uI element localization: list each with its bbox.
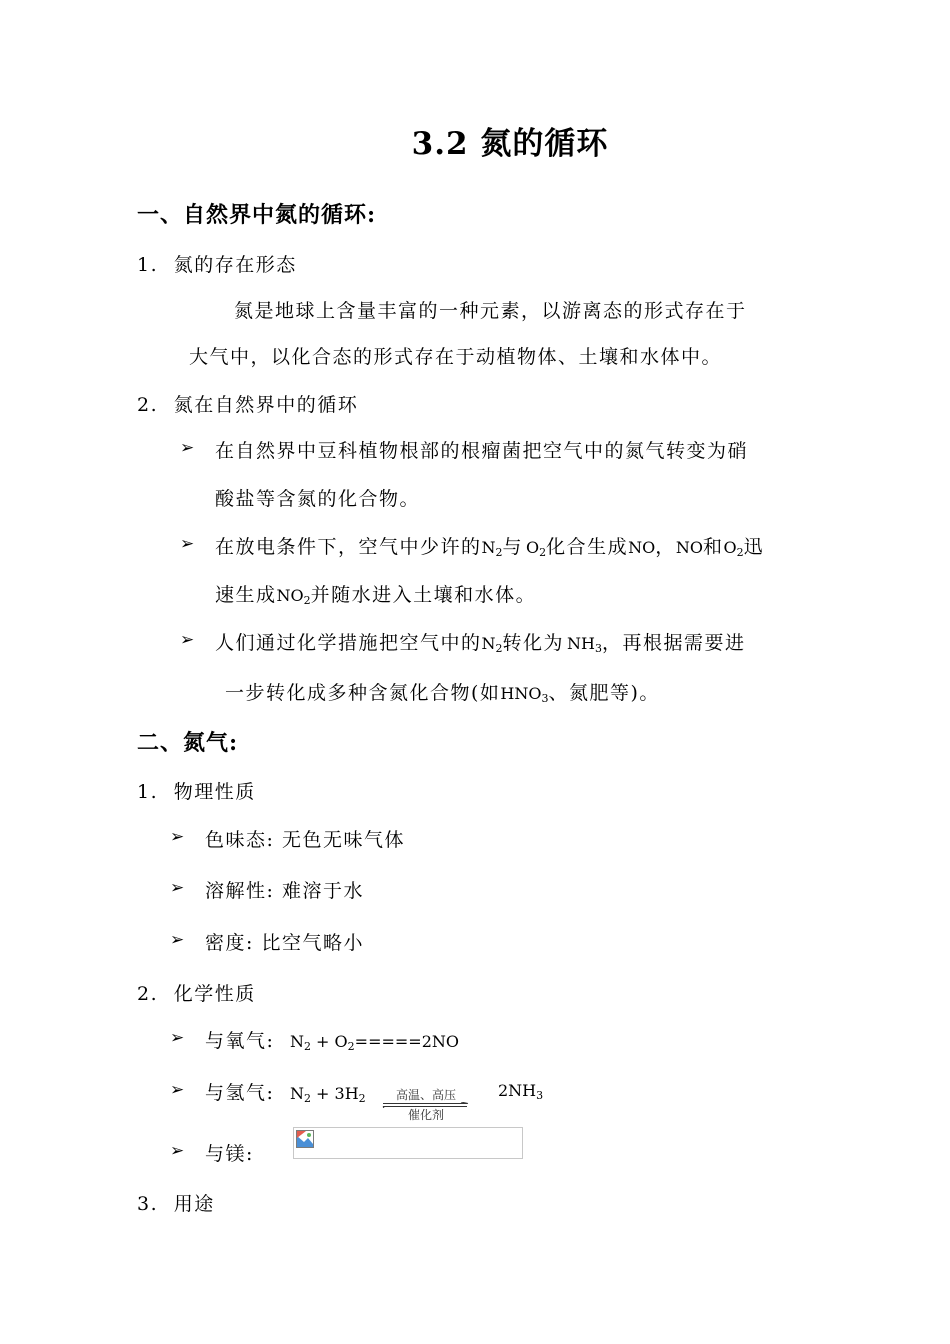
bullet-arrow-icon: ➢ <box>170 1028 185 1048</box>
reaction-label: 与氢气: <box>205 1082 275 1104</box>
item-1-2 <box>137 390 358 417</box>
reaction-reactants: $N_2 + 3H_2$ <box>289 1084 366 1105</box>
item-number: 3. <box>137 1193 159 1215</box>
bullet-arrow-icon: ➢ <box>180 438 195 458</box>
bullet-text: 密度: 比空气略小 <box>205 932 364 954</box>
text-run: 、氮肥等)。 <box>548 682 660 704</box>
formula-o2: $O_2$ <box>526 538 547 559</box>
bullet-text <box>215 628 746 655</box>
item-title: 物理性质 <box>173 781 256 803</box>
reaction-condition-arrow <box>381 1086 471 1120</box>
reaction-oxygen <box>205 1026 459 1053</box>
bullet-arrow-icon: ➢ <box>170 1141 185 1161</box>
paragraph-line: 大气中，以化合态的形式存在于动植物体、土壤和水体中。 <box>189 346 723 368</box>
bullet-arrow-icon: ➢ <box>170 878 185 898</box>
text-run: 迅 <box>743 536 765 558</box>
bullet-text: 在自然界中豆科植物根部的根瘤菌把空气中的氮气转变为硝 <box>215 440 749 462</box>
item-2-1 <box>137 777 256 804</box>
bullet-text: 酸盐等含氮的化合物。 <box>215 488 421 510</box>
section-heading-2: 二、氮气: <box>137 730 239 756</box>
reaction-product: $2NH_3$ <box>498 1081 544 1102</box>
text-run: 人们通过化学措施把空气中的 <box>215 632 482 654</box>
item-number: 1. <box>137 781 159 803</box>
reaction-hydrogen <box>205 1078 366 1105</box>
text-run: 速生成 <box>215 584 277 606</box>
item-title: 氮的存在形态 <box>173 254 297 276</box>
condition-top: 高温、高压 <box>395 1088 456 1102</box>
item-title: 化学性质 <box>173 983 256 1005</box>
page-title: 3.2 氮的循环 <box>411 126 609 162</box>
formula-n2: $N_2$ <box>481 634 503 655</box>
formula-hno3: $HNO_3$ <box>500 684 549 705</box>
bullet-arrow-icon: ➢ <box>170 930 185 950</box>
bullet-text <box>215 580 536 607</box>
bullet-text <box>225 678 660 705</box>
bullet-text <box>215 532 764 559</box>
item-1-1 <box>137 250 297 277</box>
item-number: 1. <box>137 254 159 276</box>
item-number: 2. <box>137 394 159 416</box>
formula-nh3: $NH_3$ <box>567 634 602 655</box>
item-title: 氮在自然界中的循环 <box>173 394 359 416</box>
condition-bottom: 催化剂 <box>407 1108 444 1122</box>
text-run: 化合生成 <box>546 536 629 558</box>
formula-o2: $O_2$ <box>723 538 744 559</box>
bullet-arrow-icon: ➢ <box>180 630 195 650</box>
reaction-label: 与氧气: <box>205 1030 275 1052</box>
section-heading-1: 一、自然界中氮的循环: <box>137 202 377 228</box>
item-number: 2. <box>137 983 159 1005</box>
text-run: ，再根据需要进 <box>601 632 746 654</box>
item-title: 用途 <box>173 1193 215 1215</box>
bullet-text: 色味态: 无色无味气体 <box>205 829 405 851</box>
broken-image-icon <box>296 1130 314 1148</box>
text-run: 与 <box>502 536 524 558</box>
bullet-arrow-icon: ➢ <box>170 1080 185 1100</box>
text-run: 转化为 <box>502 632 565 654</box>
text-run: 并随水进入土壤和水体。 <box>310 584 537 606</box>
formula-no: NO <box>675 538 703 557</box>
paragraph-line: 氮是地球上含量丰富的一种元素，以游离态的形式存在于 <box>234 300 747 322</box>
formula-no2: $NO_2$ <box>276 586 311 607</box>
image-placeholder <box>293 1127 523 1159</box>
formula-n2: $N_2$ <box>481 538 503 559</box>
item-2-3 <box>137 1189 215 1216</box>
text-run: 在放电条件下，空气中少许的 <box>215 536 482 558</box>
formula-no: NO <box>628 538 656 557</box>
text-run: 和 <box>702 536 724 558</box>
text-run: 一步转化成多种含氮化合物(如 <box>225 682 501 704</box>
item-2-2 <box>137 979 256 1006</box>
bullet-text: 溶解性: 难溶于水 <box>205 880 364 902</box>
text-run: ， <box>655 536 676 558</box>
reaction-label: 与镁: <box>205 1143 254 1165</box>
reaction-equation: $N_2 + O_2=====2NO$ <box>289 1032 459 1053</box>
bullet-arrow-icon: ➢ <box>170 827 185 847</box>
bullet-arrow-icon: ➢ <box>180 534 195 554</box>
